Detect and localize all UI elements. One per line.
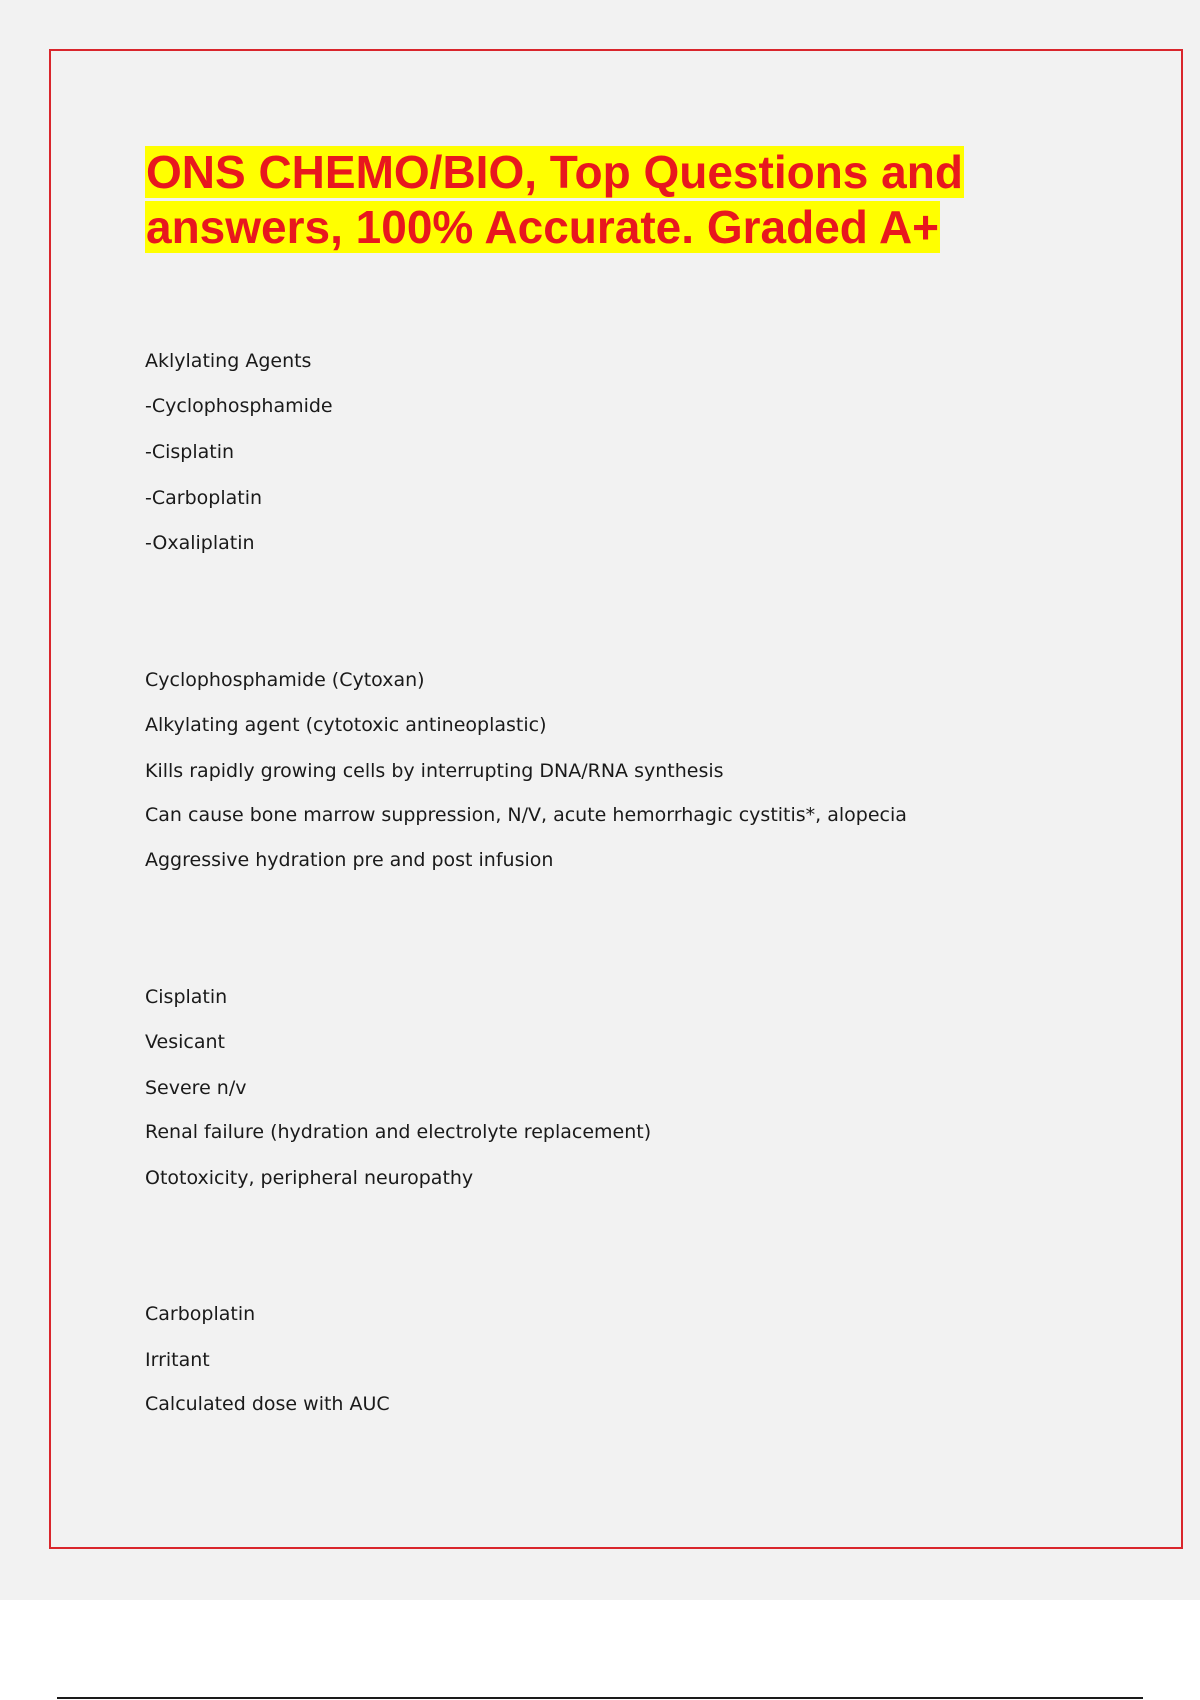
section-1-heading: Aklylating Agents: [145, 350, 312, 372]
section-2-line: Aggressive hydration pre and post infusion: [145, 849, 554, 871]
section-3-line: Renal failure (hydration and electrolyte replacement): [145, 1121, 652, 1143]
section-3-line: Severe n/v: [145, 1077, 247, 1099]
section-2-line: Alkylating agent (cytotoxic antineoplastic): [145, 714, 547, 736]
section-1-line: -Carboplatin: [145, 487, 263, 509]
section-1-line: -Oxaliplatin: [145, 532, 255, 554]
section-1-line: -Cyclophosphamide: [145, 395, 333, 417]
section-2-line: Can cause bone marrow suppression, N/V, acute hemorrhagic cystitis*, alopecia: [145, 804, 907, 826]
title-line-2: [145, 200, 1090, 255]
title-line-1-text: ONS CHEMO/BIO, Top Questions and: [146, 146, 963, 198]
section-4-line: Calculated dose with AUC: [145, 1393, 390, 1415]
section-3-line: Ototoxicity, peripheral neuropathy: [145, 1167, 474, 1189]
section-4-heading: Carboplatin: [145, 1303, 256, 1325]
section-2-heading: Cyclophosphamide (Cytoxan): [145, 669, 425, 691]
section-1-line: -Cisplatin: [145, 441, 235, 463]
section-3-heading: Cisplatin: [145, 986, 228, 1008]
title-line-1: [145, 145, 1090, 200]
page-bottom-divider: [57, 1697, 1143, 1699]
section-3-line: Vesicant: [145, 1031, 225, 1053]
title-line-2-text: answers, 100% Accurate. Graded A+: [146, 201, 940, 253]
section-4-line: Irritant: [145, 1349, 210, 1371]
document-title: [145, 145, 1090, 255]
section-2-line: Kills rapidly growing cells by interrupting DNA/RNA synthesis: [145, 760, 724, 782]
